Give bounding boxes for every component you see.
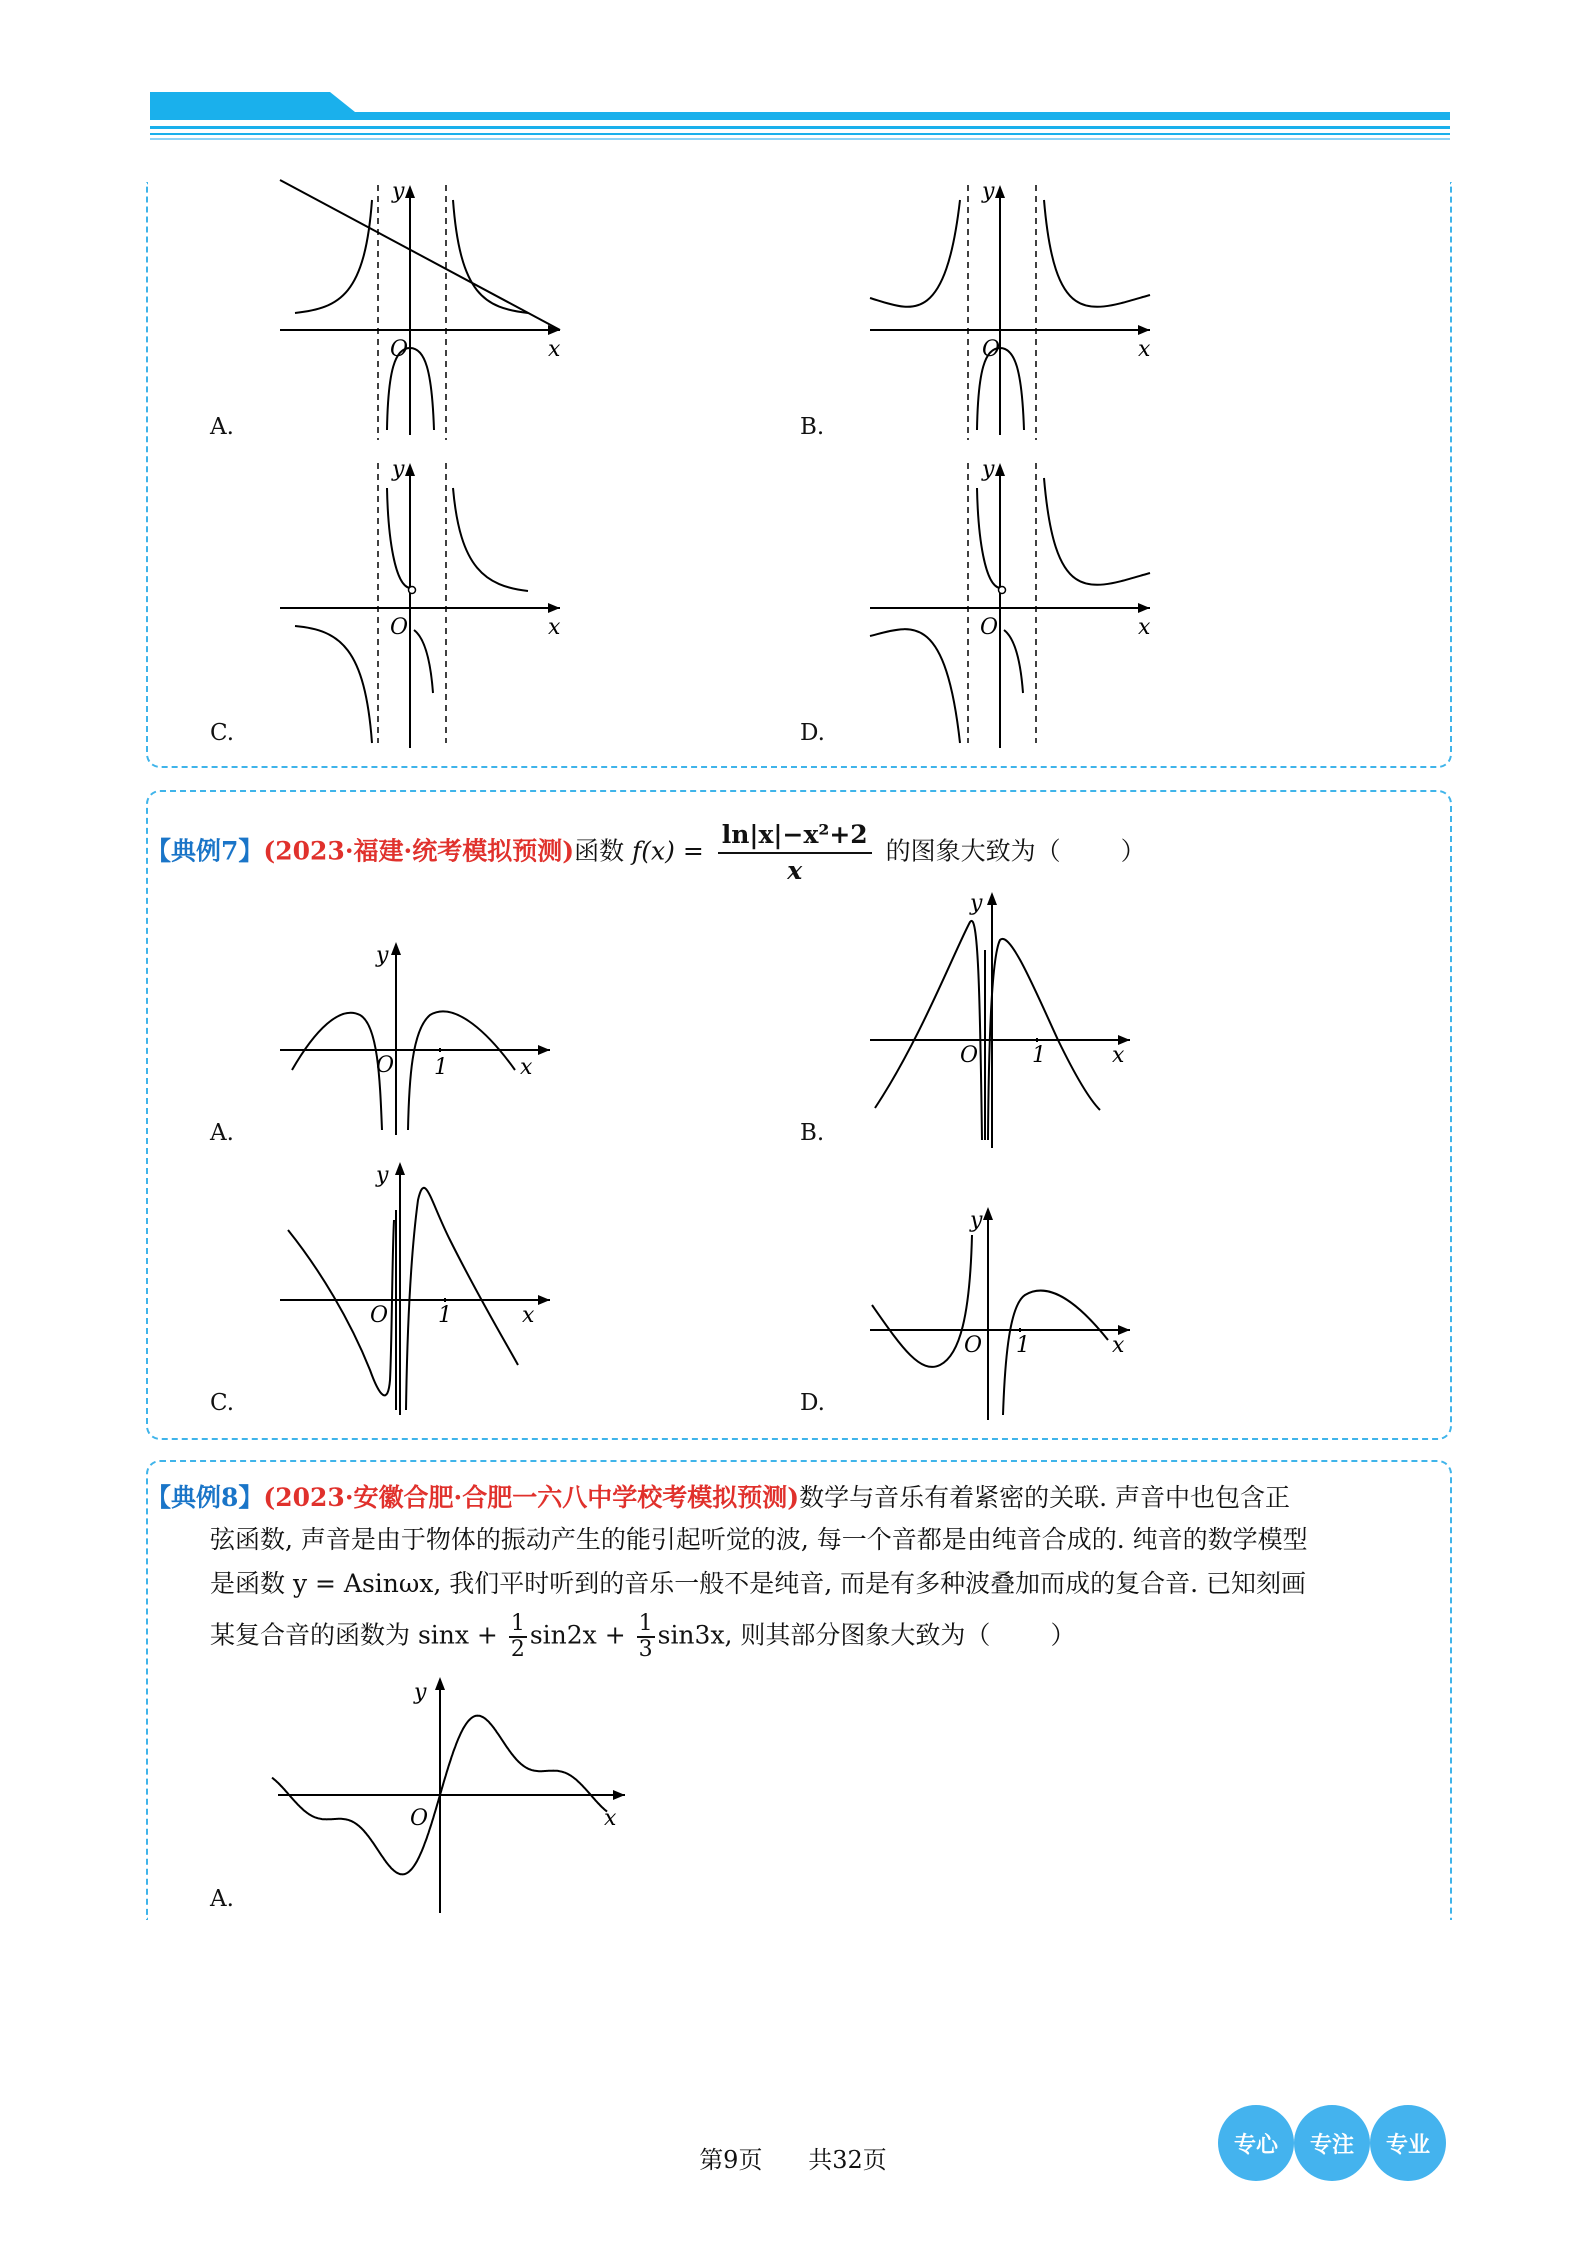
svg-text:y: y <box>414 1680 427 1705</box>
q7-graph-c <box>270 1160 570 1420</box>
svg-text:x: x <box>548 615 561 640</box>
question7-tag: 【典例7】 <box>146 836 264 866</box>
q6-graph-b <box>860 180 1160 440</box>
svg-text:x: x <box>520 1055 533 1080</box>
question7-fraction: $\frac{\text{ln|x|−x²+2}}{x}$ <box>718 818 872 888</box>
svg-text:1: 1 <box>1016 1333 1030 1358</box>
option-a: A. <box>210 414 234 440</box>
question8-line4: 某复合音的函数为 sinx + $\frac{1}{2}$ sin2x + $\frac{1}{3}$ sin3x, 则其部分图象大致为（ ） <box>210 1611 1076 1662</box>
svg-text:O: O <box>370 1303 389 1328</box>
q8-option-a: A. <box>210 1886 234 1912</box>
svg-text:y: y <box>982 179 995 204</box>
svg-text:1: 1 <box>434 1055 448 1080</box>
q7-graph-b <box>860 890 1160 1150</box>
option-b: B. <box>800 414 825 440</box>
q6-graph-a <box>270 180 570 440</box>
svg-text:y: y <box>970 1208 983 1233</box>
svg-text:1: 1 <box>1032 1043 1046 1068</box>
page-total: 共32页 <box>808 2146 887 2174</box>
svg-text:x: x <box>522 1303 535 1328</box>
svg-text:O: O <box>390 615 409 640</box>
svg-text:x: x <box>1112 1333 1125 1358</box>
page-number: 第9页 <box>699 2146 763 2174</box>
svg-text:y: y <box>376 1163 389 1188</box>
svg-text:O: O <box>960 1043 979 1068</box>
question8-line3: 是函数 y = Asinωx, 我们平时听到的音乐一般不是纯音, 而是有多种波叠加而成的复合音. 已知刻画 <box>210 1569 1307 1598</box>
option-c: C. <box>210 720 235 746</box>
header-bar <box>150 92 1450 144</box>
q7-option-c: C. <box>210 1390 235 1416</box>
badge-3: 专业 <box>1370 2105 1446 2181</box>
svg-text:y: y <box>982 457 995 482</box>
svg-text:x: x <box>1138 337 1151 362</box>
svg-text:y: y <box>376 943 389 968</box>
svg-text:y: y <box>392 457 405 482</box>
q7-option-a: A. <box>210 1120 234 1146</box>
q7-option-b: B. <box>800 1120 825 1146</box>
svg-text:O: O <box>980 615 999 640</box>
q7-option-d: D. <box>800 1390 825 1416</box>
q8-graph-a <box>270 1675 630 1915</box>
svg-text:y: y <box>970 891 983 916</box>
x-label: x <box>548 337 561 362</box>
svg-text:O: O <box>982 337 1001 362</box>
svg-text:x: x <box>1138 615 1151 640</box>
badge-2: 专注 <box>1294 2105 1370 2181</box>
svg-text:x: x <box>1112 1043 1125 1068</box>
badge-1: 专心 <box>1218 2105 1294 2181</box>
question7-source: (2023·福建·统考模拟预测) <box>263 836 575 866</box>
q6-graph-c <box>270 458 570 748</box>
svg-text:1: 1 <box>438 1303 452 1328</box>
option-d: D. <box>800 720 825 746</box>
q7-graph-a <box>270 940 570 1140</box>
y-label: y <box>392 179 405 204</box>
q6-graph-d <box>860 458 1160 748</box>
origin-label: O <box>390 337 409 362</box>
q7-graph-d <box>860 1205 1160 1425</box>
svg-text:O: O <box>964 1333 983 1358</box>
svg-text:O: O <box>410 1806 429 1831</box>
question8-line1: 【典例8】(2023·安徽合肥·合肥一六八中学校考模拟预测)数学与音乐有着紧密的关联. 声音中也包含正 <box>146 1483 1290 1512</box>
svg-text:x: x <box>604 1806 617 1831</box>
svg-text:O: O <box>376 1053 395 1078</box>
question7-stem: 【典例7】(2023·福建·统考模拟预测)函数 f(x) = $\frac{\text{ln|x|−x²+2}}{x}$ 的图象大致为（ ） <box>146 818 1146 888</box>
question8-line2: 弦函数, 声音是由于物体的振动产生的能引起听觉的波, 每一个音都是由纯音合成的. 纯音的数学模型 <box>210 1525 1308 1554</box>
